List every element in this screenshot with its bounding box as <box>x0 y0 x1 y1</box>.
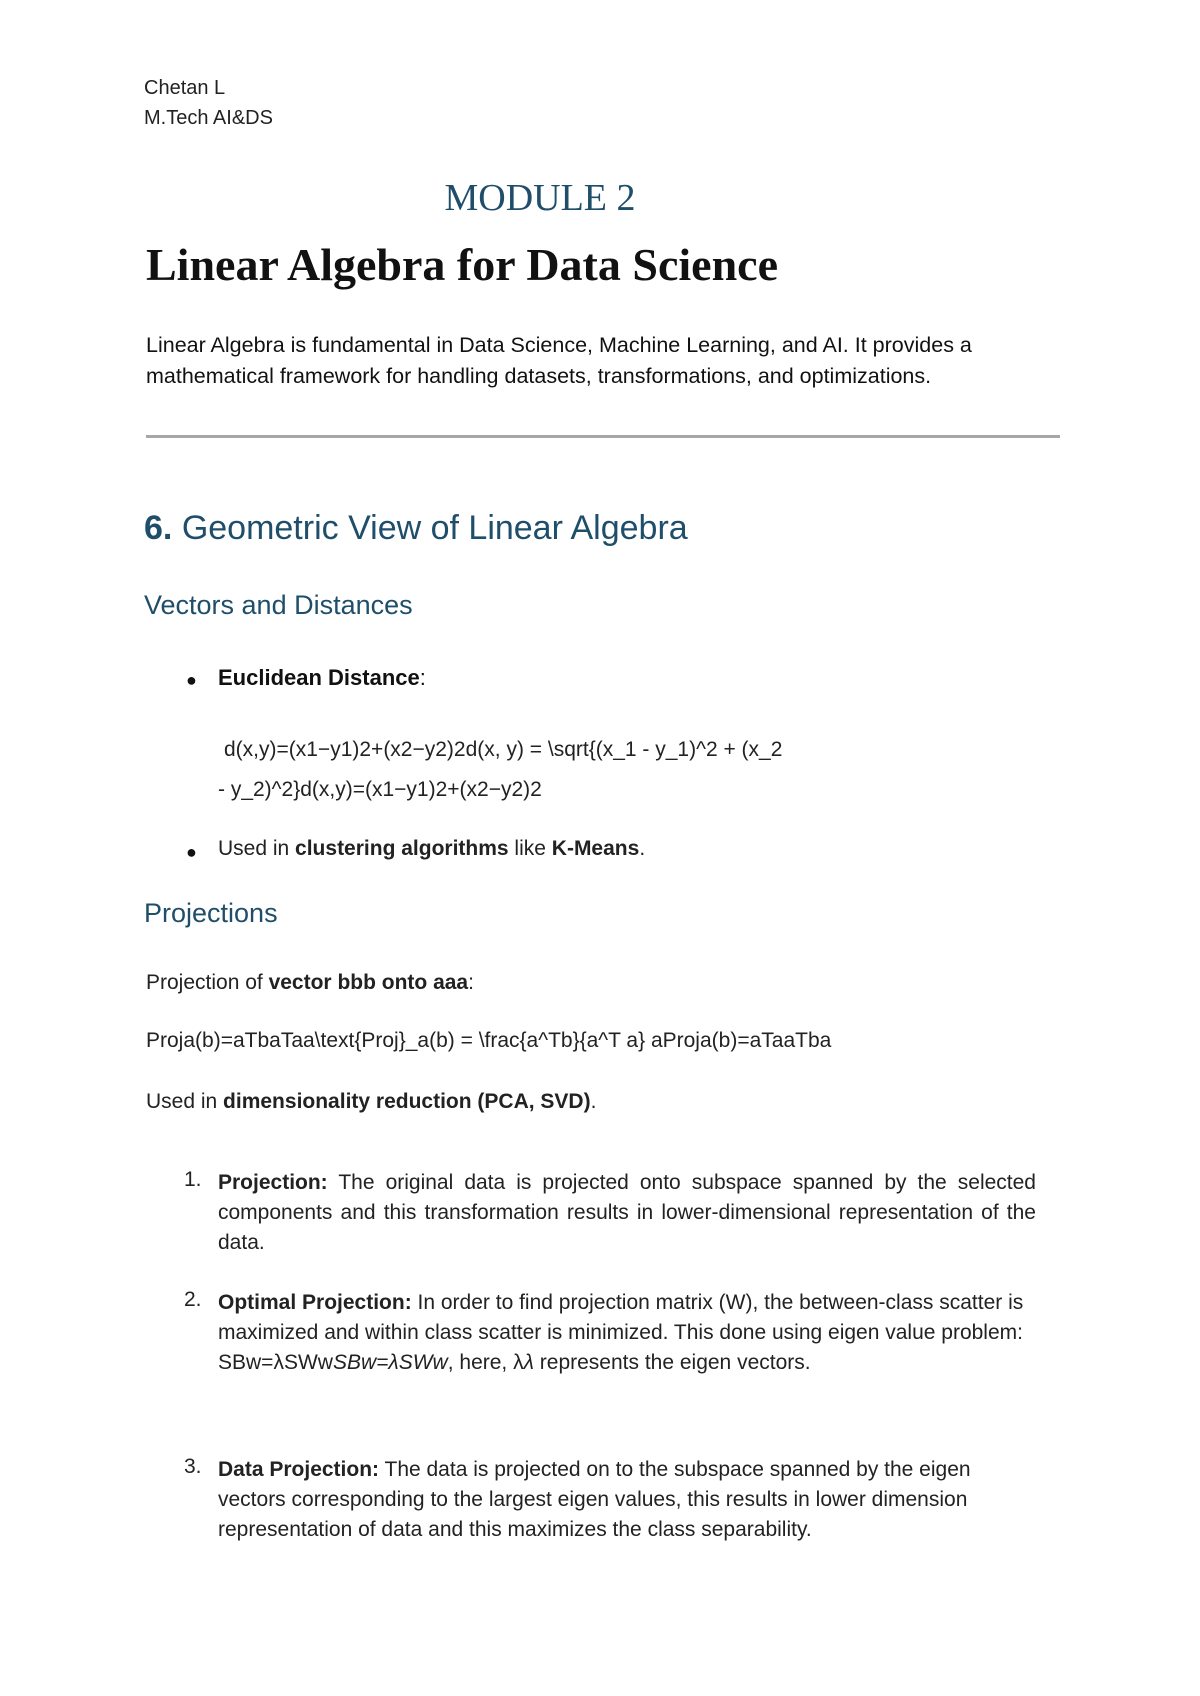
document-title: Linear Algebra for Data Science <box>146 239 778 290</box>
text-run-bold: K-Means <box>551 837 640 860</box>
list-label: Projection: <box>218 1171 328 1194</box>
bullet-icon: ● <box>186 842 197 862</box>
subheading-vectors: Vectors and Distances <box>144 590 413 620</box>
text-run-bold: clustering algorithms <box>295 837 509 860</box>
section-number: 6. <box>144 509 173 547</box>
formula-line-1: d(x,y)=(x1−y1)2+(x2−y2)2d(x, y) = \sqrt{(x_1 - y_1)^2 + (x_2 <box>224 738 783 761</box>
text-run: Projection of <box>146 971 269 994</box>
text-run-bold: vector bbb onto aaa <box>268 971 469 994</box>
horizontal-divider <box>146 435 1060 438</box>
text-run: Used in <box>218 837 296 860</box>
list-text <box>218 1288 1036 1378</box>
intro-paragraph <box>146 330 1046 392</box>
text-run: : <box>468 971 474 994</box>
author-name: Chetan L <box>144 77 226 99</box>
intro-line-1: Linear Algebra is fundamental in Data Science, Machine Learning, and AI. It provides a <box>146 333 972 357</box>
text-run: . <box>590 1090 597 1113</box>
text-run: The data is projected on to the subspace spanned by the eigen vectors corresponding to the largest eigen values, this results in lower dimension representation of data and this maximizes the class separability. <box>218 1458 971 1541</box>
module-label: MODULE 2 <box>444 177 636 219</box>
text-run: The original data is projected onto subspace spanned by the selected components and this transformation results in lower-dimensional representation of the data. <box>218 1171 1036 1254</box>
author-program: M.Tech AI&DS <box>144 107 273 129</box>
text-run-italic: SBw=λSWw <box>332 1351 448 1374</box>
bullet-icon: ● <box>186 670 197 690</box>
list-label: Data Projection: <box>218 1458 380 1481</box>
list-number: 3. <box>184 1455 202 1478</box>
formula-line-2: - y_2)^2}d(x,y)=(x1−y1)2+(x2−y2)2 <box>218 778 542 801</box>
projection-formula: Proja(b)=aTbaTaa\text{Proj}_a(b) = \frac{a^Tb}{a^T a} aProja(b)=aTaaTba <box>146 1029 832 1052</box>
section-title: Geometric View of Linear Algebra <box>181 509 688 547</box>
list-number: 2. <box>184 1288 202 1311</box>
section-heading <box>144 509 688 548</box>
list-number: 1. <box>184 1168 202 1191</box>
bullet-clustering <box>218 837 645 861</box>
projection-usage <box>146 1090 596 1114</box>
text-run: , here, λ <box>447 1351 524 1374</box>
euclidean-formula <box>218 730 978 810</box>
euclidean-label: Euclidean Distance <box>218 665 420 690</box>
list-label: Optimal Projection: <box>218 1291 412 1314</box>
text-run-bold: dimensionality reduction (PCA, SVD) <box>223 1090 591 1113</box>
text-run: In order to find projection matrix (W), the between-class scatter is maximized and within class scatter is minimized. This done using eigen value problem: SBw=λSWw <box>218 1291 1024 1374</box>
author-block <box>144 73 273 133</box>
text-run: represents the eigen vectors. <box>533 1351 811 1374</box>
text-run: like <box>508 837 552 860</box>
list-text <box>218 1168 1036 1258</box>
euclidean-colon: : <box>419 665 426 690</box>
list-text <box>218 1455 1036 1545</box>
subheading-projections: Projections <box>144 898 278 928</box>
intro-line-2: mathematical framework for handling datasets, transformations, and optimizations. <box>146 364 932 388</box>
bullet-euclidean <box>218 665 426 691</box>
text-run: . <box>639 837 646 860</box>
projection-intro <box>146 971 474 995</box>
text-run: Used in <box>146 1090 224 1113</box>
text-run-italic: λ <box>523 1351 534 1374</box>
